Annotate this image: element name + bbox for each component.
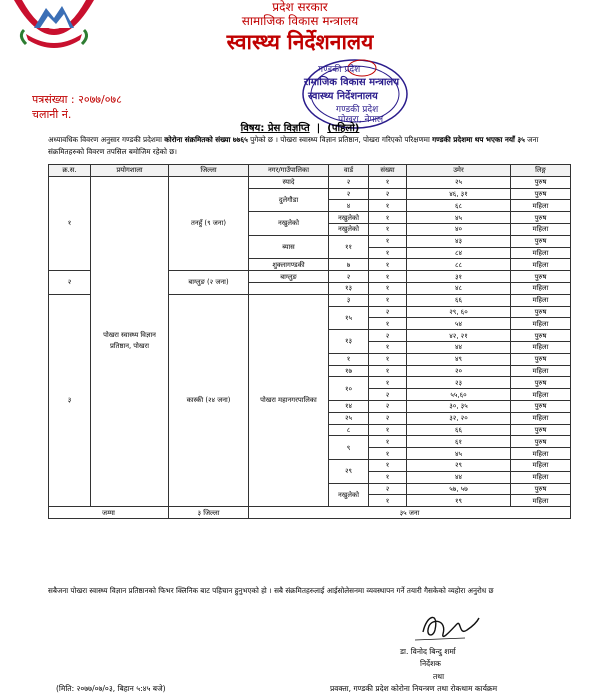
ward-cell: १४ [329, 400, 369, 412]
municipality-name: ब्यास [249, 235, 329, 259]
count-cell: १ [369, 448, 407, 460]
age-cell: ८४ [407, 247, 511, 259]
sex-cell: पुरुष [511, 306, 571, 318]
ward-cell: ३ [329, 294, 369, 306]
footer-note: सबैजना पोखरा स्वास्थ्य विज्ञान प्रतिष्ठानको फिभर क्लिनिक बाट पहिचान हुनुभएको हो । सबै संक्रमितहरुलाई आईसोलेसनमा व्यवस्थापन गर्ने तयारी गैसकेको व्यहोरा अनुरोध छ [48, 586, 494, 595]
intro-paragraph: अध्यावधिक विवरण अनुसार गण्डकी प्रदेशमा कोरोना संक्रमितको संख्या ७७६५ पुगेको छ । पोखरा स्वास्थ्य विज्ञान प्रतिष्ठान, पोखरा गरिएको परिक्षणमा गण्डकी प्रदेशमा थप भएका नयाँ ३५ जना संक्रमितहरुको विवरण तपसिल बमोजिम रहेको छ। [48, 135, 539, 156]
municipality-name: दुलेगौडा [249, 188, 329, 212]
count-cell: १ [369, 471, 407, 483]
signatory-title: निर्देशक [420, 659, 441, 668]
count-cell: १ [369, 294, 407, 306]
sex-cell: महिला [511, 247, 571, 259]
ward-cell: नखुलेको [329, 483, 369, 507]
count-cell: २ [369, 412, 407, 424]
column-header: प्रयोगशाला [91, 165, 169, 177]
lab-name: पोखरा स्वास्थ्य विज्ञान प्रतिष्ठान, पोखरा [91, 176, 169, 506]
covid-cases-table [48, 164, 571, 519]
count-cell: १ [369, 235, 407, 247]
age-cell: ३१ [407, 271, 511, 283]
age-cell: ६६ [407, 294, 511, 306]
count-cell: २ [369, 330, 407, 342]
count-cell: १ [369, 176, 407, 188]
municipality-name: पोखरा महानगरपालिका [249, 294, 329, 506]
age-cell: ४४ [407, 341, 511, 353]
count-cell: १ [369, 212, 407, 224]
ward-cell: १ [329, 353, 369, 365]
municipality-name [249, 282, 329, 294]
district-name: कास्की (२४ जना) [169, 294, 249, 506]
count-cell: २ [369, 483, 407, 495]
sex-cell: पुरुष [511, 271, 571, 283]
municipality-name: शुक्लागण्डकी [249, 259, 329, 271]
ward-cell: ७ [329, 259, 369, 271]
age-cell: ४५ [407, 212, 511, 224]
signatory-name: डा. विनोद बिन्दु शर्मा [400, 647, 456, 656]
count-cell: १ [369, 282, 407, 294]
ward-cell: ८ [329, 424, 369, 436]
ward-cell: १३ [329, 330, 369, 354]
age-cell: ४६, ३१ [407, 188, 511, 200]
sex-cell: महिला [511, 259, 571, 271]
age-cell: ८८ [407, 259, 511, 271]
count-cell: १ [369, 495, 407, 507]
age-cell: ४९ [407, 353, 511, 365]
total-count: ३५ जना [249, 507, 571, 519]
age-cell: ४५ [407, 448, 511, 460]
count-cell: १ [369, 365, 407, 377]
signature-icon [395, 608, 505, 650]
count-cell: १ [369, 353, 407, 365]
sex-cell: महिला [511, 318, 571, 330]
count-cell: १ [369, 436, 407, 448]
column-header: वार्ड [329, 165, 369, 177]
ministry-title: सामाजिक विकास मन्त्रालय [241, 14, 359, 28]
count-cell: १ [369, 341, 407, 353]
column-header: संख्या [369, 165, 407, 177]
column-header: क्र.स. [49, 165, 91, 177]
sex-cell: महिला [511, 412, 571, 424]
count-cell: २ [369, 306, 407, 318]
subject-tag: (पहिलो) [327, 123, 360, 134]
municipality-name: स्यादे [249, 176, 329, 188]
municipality-name: नखुलेको [249, 212, 329, 236]
age-cell: ५७, ५७ [407, 483, 511, 495]
table-total-row [49, 507, 571, 519]
count-cell: १ [369, 459, 407, 471]
province-government-title: प्रदेश सरकार [272, 0, 328, 14]
sex-cell: महिला [511, 471, 571, 483]
sex-cell: पुरुष [511, 235, 571, 247]
age-cell: ४३ [407, 235, 511, 247]
age-cell: ६१ [407, 436, 511, 448]
age-cell: २९ [407, 459, 511, 471]
age-cell: ६८ [407, 200, 511, 212]
subject-line: विषय: प्रेस विज्ञप्ति | (पहिलो) [240, 123, 360, 134]
count-cell: १ [369, 247, 407, 259]
sex-cell: महिला [511, 365, 571, 377]
column-header: उमेर [407, 165, 511, 177]
sex-cell: पुरुष [511, 176, 571, 188]
count-cell: १ [369, 377, 407, 389]
patra-sankhya-value: : २०७७/०७८ [70, 93, 122, 106]
sex-cell: महिला [511, 282, 571, 294]
total-label: जम्मा [49, 507, 169, 519]
subject-label: विषय: प्रेस विज्ञप्ति [240, 123, 310, 134]
ward-cell: १० [329, 377, 369, 401]
district-name: तनहुँ (९ जना) [169, 176, 249, 270]
age-cell: ५४ [407, 318, 511, 330]
count-cell: १ [369, 259, 407, 271]
count-cell: १ [369, 318, 407, 330]
sex-cell: पुरुष [511, 400, 571, 412]
patra-sankhya-label: पत्रसंख्या [32, 93, 68, 106]
age-cell: २३ [407, 377, 511, 389]
age-cell: ४० [407, 223, 511, 235]
ward-cell: नखुलेको [329, 212, 369, 224]
sex-cell: महिला [511, 389, 571, 401]
serial-number: १ [49, 176, 91, 270]
reference-block [32, 92, 122, 122]
age-cell: ६६ [407, 424, 511, 436]
date-line: (मिति: २०७७/०७/०३, बिहान ५:४५ बजे) [56, 684, 166, 693]
count-cell: २ [369, 400, 407, 412]
age-cell: २५ [407, 176, 511, 188]
sex-cell: पुरुष [511, 377, 571, 389]
table-header-row [49, 165, 571, 177]
count-cell: १ [369, 424, 407, 436]
serial-number: ३ [49, 294, 91, 506]
column-header: नगर/गाउँपालिका [249, 165, 329, 177]
spokesperson-line: प्रवक्ता, गण्डकी प्रदेश कोरोना नियन्त्रण तथा रोकथाम कार्यक्रम [330, 684, 498, 693]
municipality-name: बाग्लुङ [249, 271, 329, 283]
count-cell: १ [369, 271, 407, 283]
sex-cell: महिला [511, 200, 571, 212]
count-cell: १ [369, 200, 407, 212]
ward-cell: ४ [329, 200, 369, 212]
ward-cell: १५ [329, 306, 369, 330]
total-districts: ३ जिल्ला [169, 507, 249, 519]
column-header: लिङ्ग [511, 165, 571, 177]
age-cell: ३०, ३५ [407, 400, 511, 412]
sex-cell: पुरुष [511, 353, 571, 365]
sex-cell: महिला [511, 223, 571, 235]
age-cell: ३२, २० [407, 412, 511, 424]
sex-cell: पुरुष [511, 436, 571, 448]
ward-cell: १७ [329, 365, 369, 377]
age-cell: ५५,६० [407, 389, 511, 401]
directorate-title: स्वास्थ्य निर्देशनालय [226, 30, 374, 54]
column-header: जिल्ला [169, 165, 249, 177]
sex-cell: महिला [511, 495, 571, 507]
sex-cell: पुरुष [511, 424, 571, 436]
ward-cell: २५ [329, 412, 369, 424]
signatory-conjunction: तथा [433, 672, 445, 681]
chalani-number-label: चलानी नं. [32, 108, 72, 121]
sex-cell: महिला [511, 341, 571, 353]
sex-cell: महिला [511, 294, 571, 306]
count-cell: २ [369, 389, 407, 401]
sex-cell: महिला [511, 448, 571, 460]
ward-cell: १३ [329, 282, 369, 294]
count-cell: १ [369, 223, 407, 235]
serial-number: २ [49, 271, 91, 295]
ward-cell: ९ [329, 436, 369, 460]
sex-cell: पुरुष [511, 330, 571, 342]
ward-cell: २ [329, 176, 369, 188]
age-cell: २९, ६० [407, 306, 511, 318]
sex-cell: पुरुष [511, 483, 571, 495]
ward-cell: २ [329, 271, 369, 283]
age-cell: ४८ [407, 282, 511, 294]
official-seal-stamp: गण्डकी प्रदेश रामाजिक विकास मन्त्रालय स्वास्थ्य निर्देशनालय गण्डकी प्रदेश पोखरा, नेपाल [300, 52, 410, 130]
ward-cell: नखुलेको [329, 223, 369, 235]
age-cell: ४४ [407, 471, 511, 483]
table-row [49, 176, 571, 188]
age-cell: २० [407, 365, 511, 377]
ward-cell: २ [329, 188, 369, 200]
sex-cell: महिला [511, 459, 571, 471]
age-cell: १९ [407, 495, 511, 507]
ward-cell: २९ [329, 459, 369, 483]
sex-cell: पुरुष [511, 212, 571, 224]
ward-cell: ११ [329, 235, 369, 259]
count-cell: २ [369, 188, 407, 200]
age-cell: ४२, २१ [407, 330, 511, 342]
district-name: बाग्लुङ (२ जना) [169, 271, 249, 295]
sex-cell: पुरुष [511, 188, 571, 200]
